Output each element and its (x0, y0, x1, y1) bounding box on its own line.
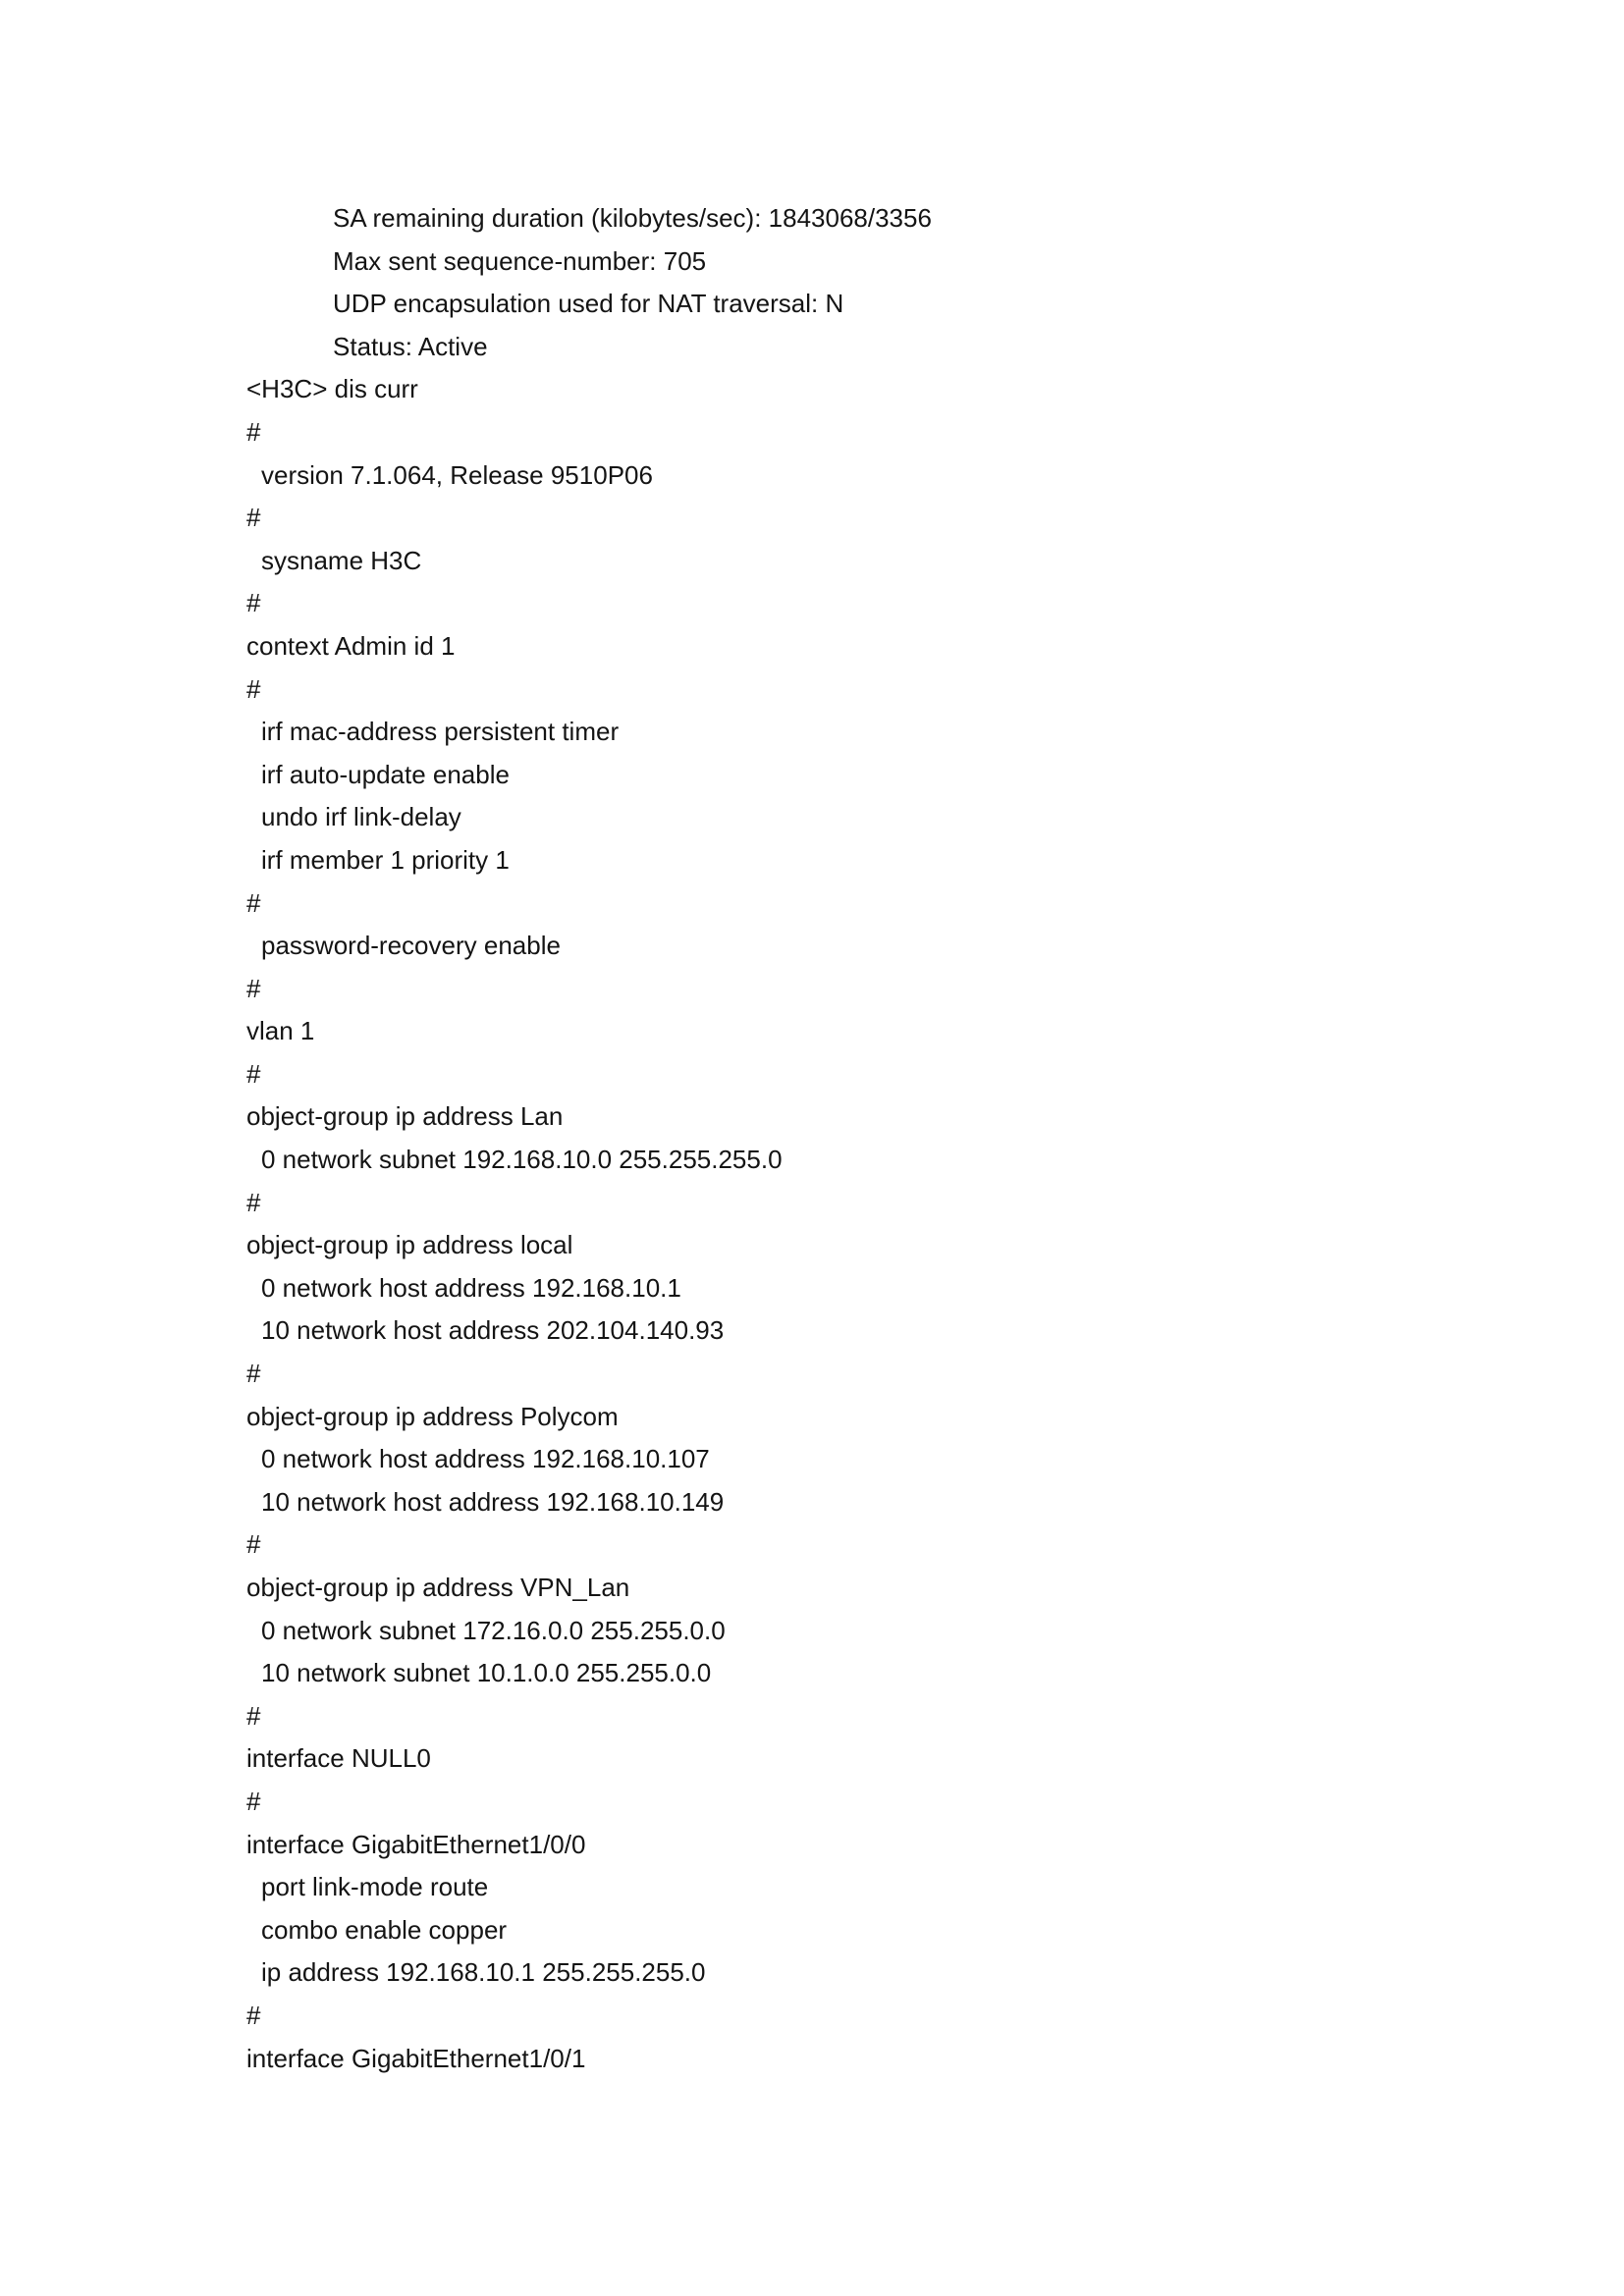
config-line: port link-mode route (261, 1872, 489, 1902)
config-line: UDP encapsulation used for NAT traversal: N (333, 289, 844, 319)
config-line: SA remaining duration (kilobytes/sec): 1843068/3356 (333, 203, 932, 233)
config-line: <H3C> dis curr (246, 374, 418, 404)
config-line: # (246, 673, 261, 704)
config-line: # (246, 887, 261, 918)
config-line: interface GigabitEthernet1/0/0 (246, 1829, 586, 1859)
config-line: object-group ip address Polycom (246, 1401, 619, 1431)
config-line: # (246, 1529, 261, 1560)
config-line: 10 network host address 202.104.140.93 (261, 1315, 725, 1346)
config-line: # (246, 588, 261, 618)
config-line: 0 network subnet 172.16.0.0 255.255.0.0 (261, 1615, 726, 1645)
config-text-block (246, 197, 932, 2080)
config-line: irf member 1 priority 1 (261, 844, 510, 875)
config-line: interface NULL0 (246, 1743, 431, 1774)
config-line: version 7.1.064, Release 9510P06 (261, 459, 653, 490)
config-line: irf auto-update enable (261, 759, 510, 789)
config-line: 0 network host address 192.168.10.107 (261, 1444, 710, 1474)
config-line: password-recovery enable (261, 931, 561, 961)
config-line: 10 network host address 192.168.10.149 (261, 1486, 725, 1517)
config-line: # (246, 503, 261, 533)
config-line: # (246, 1187, 261, 1217)
config-line: Max sent sequence-number: 705 (333, 245, 707, 276)
config-line: object-group ip address Lan (246, 1101, 564, 1132)
config-line: undo irf link-delay (261, 802, 461, 832)
config-line: # (246, 1786, 261, 1816)
config-line: interface GigabitEthernet1/0/1 (246, 2043, 586, 2073)
config-line: object-group ip address VPN_Lan (246, 1573, 630, 1602)
config-line: context Admin id 1 (246, 630, 456, 661)
config-line: ip address 192.168.10.1 255.255.255.0 (261, 1957, 706, 1988)
config-line: # (246, 973, 261, 1003)
config-line: # (246, 416, 261, 447)
config-line: 0 network subnet 192.168.10.0 255.255.255.0 (261, 1145, 783, 1175)
config-line: sysname H3C (261, 545, 422, 575)
config-line: # (246, 1359, 261, 1389)
config-line: combo enable copper (261, 1914, 508, 1945)
config-line: irf mac-address persistent timer (261, 717, 620, 747)
config-line: 0 network host address 192.168.10.1 (261, 1272, 681, 1303)
config-line: object-group ip address local (246, 1230, 573, 1260)
config-line: # (246, 1700, 261, 1731)
config-line: Status: Active (333, 331, 488, 361)
config-line: # (246, 2000, 261, 2030)
config-line: 10 network subnet 10.1.0.0 255.255.0.0 (261, 1658, 712, 1688)
config-line: vlan 1 (246, 1016, 315, 1046)
config-line: # (246, 1058, 261, 1089)
